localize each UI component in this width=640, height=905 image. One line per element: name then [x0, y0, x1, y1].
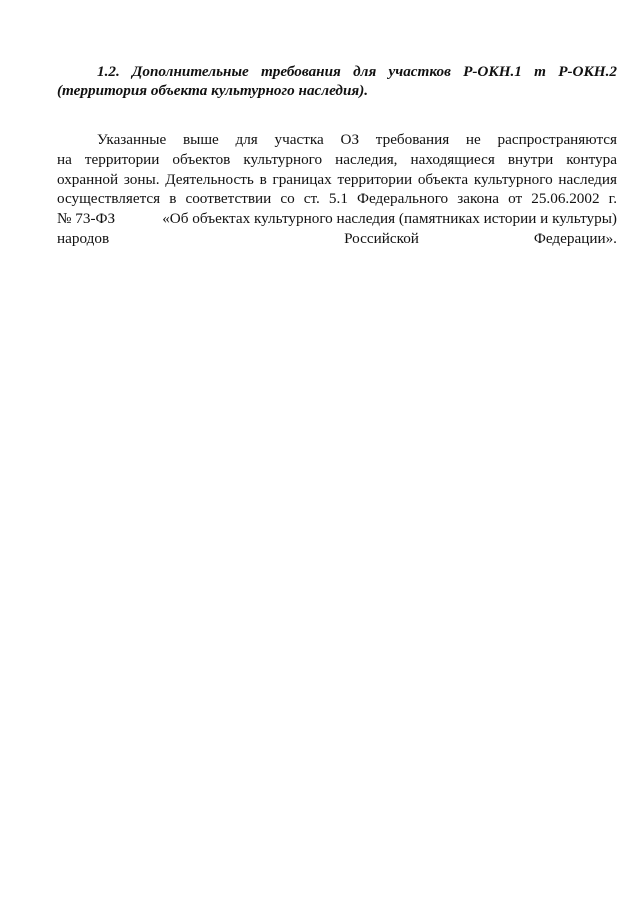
law-number: № 73-ФЗ	[57, 210, 116, 228]
paragraph-line-3: охранной зоны. Деятельность в границах территории объекта культурного наследия	[57, 170, 617, 188]
paragraph-line-2: на территории объектов культурного наследия, находящиеся внутри контура	[57, 150, 617, 168]
law-title: «Об объектах культурного наследия (памятниках истории и культуры)	[162, 210, 617, 228]
paragraph-line-1: Указанные выше для участка ОЗ требования не распространяются	[97, 131, 617, 148]
paragraph-line-5	[57, 209, 617, 229]
paragraph-line-4: осуществляется в соответствии со ст. 5.1 Федерального закона от 25.06.2002 г.	[57, 190, 617, 208]
section-heading-line-2: (территория объекта культурного наследия).	[57, 82, 369, 99]
paragraph-word-peoples: народов	[57, 229, 110, 247]
section-heading-line-1: 1.2. Дополнительные требования для участков Р-ОКН.1 т Р-ОКН.2	[97, 63, 617, 80]
section-heading	[57, 62, 617, 100]
paragraph-line-6	[57, 229, 617, 249]
paragraph-word-federation: Федерации».	[533, 229, 617, 247]
paragraph-word-russian: Российской	[344, 229, 419, 247]
body-paragraph	[57, 130, 617, 249]
